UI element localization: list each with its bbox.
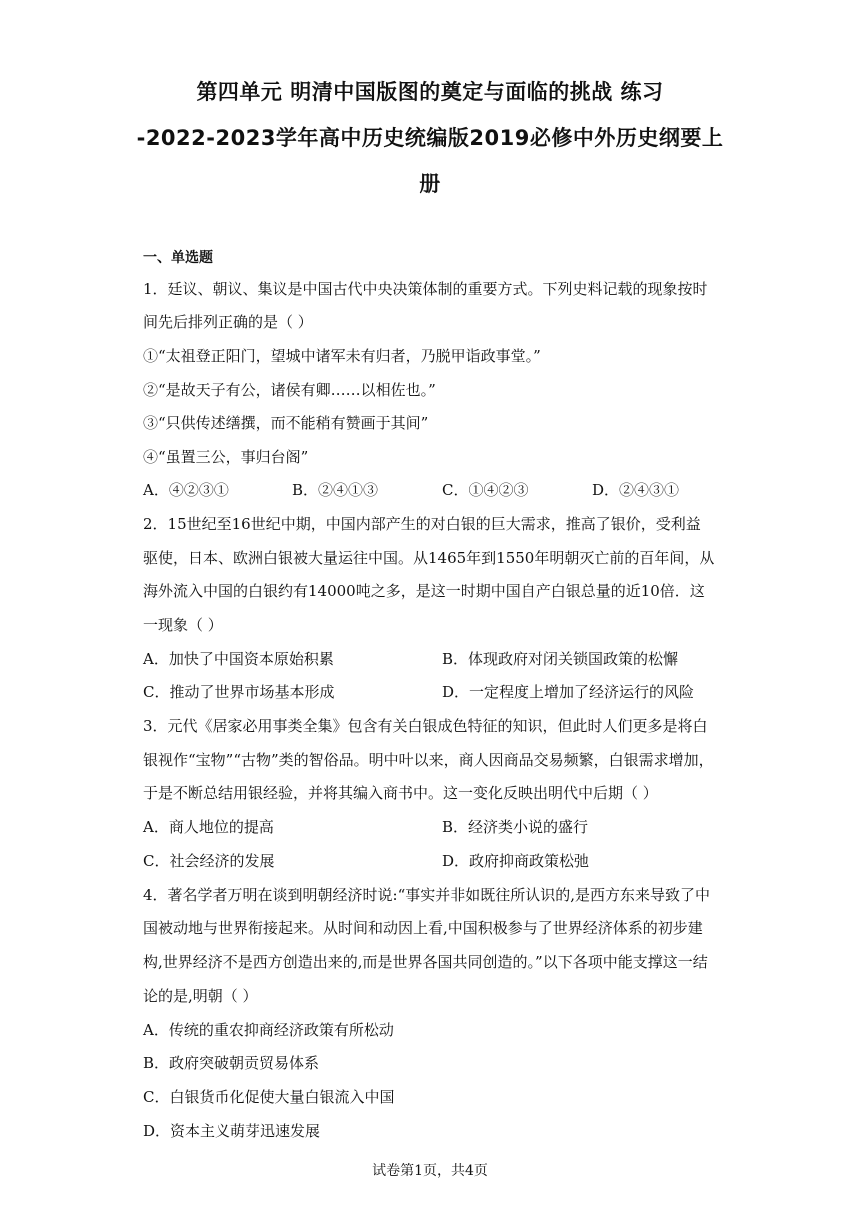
- question-text-line: 1．廷议、朝议、集议是中国古代中央决策体制的重要方式。下列史料记载的现象按时: [143, 280, 708, 298]
- option-b: B．经济类小说的盛行: [442, 818, 589, 836]
- question-text-line: 间先后排列正确的是（ ）: [143, 313, 313, 331]
- option-a: A．商人地位的提高: [143, 818, 274, 836]
- option-d: D．政府抑商政策松弛: [442, 852, 590, 870]
- option-b: B．体现政府对闭关锁国政策的松懈: [442, 650, 679, 668]
- question-text-line: 银视作“宝物”“古物”类的智俗品。明中叶以来，商人因商品交易频繁，白银需求增加，: [143, 751, 714, 769]
- source-quote: ④“虽置三公，事归台阁”: [143, 448, 309, 466]
- source-quote: ②“是故天子有公，诸侯有卿……以相佐也。”: [143, 381, 436, 399]
- question-text-line: 3．元代《居家必用事类全集》包含有关白银成色特征的知识，但此时人们更多是将白: [143, 717, 708, 735]
- option-c: C．白银货币化促使大量白银流入中国: [143, 1088, 395, 1106]
- page-footer: 试卷第1页，共4页: [372, 1163, 488, 1179]
- option-a: A．④②③①: [143, 481, 229, 499]
- title-line-2: -2022-2023学年高中历史统编版2019必修中外历史纲要上: [136, 126, 724, 150]
- option-b: B．政府突破朝贡贸易体系: [143, 1054, 320, 1072]
- option-a: A．加快了中国资本原始积累: [143, 650, 334, 668]
- option-a: A．传统的重农抑商经济政策有所松动: [143, 1021, 394, 1039]
- option-c: C．推动了世界市场基本形成: [143, 683, 335, 701]
- question-text-line: 构,世界经济不是西方创造出来的,而是世界各国共同创造的。”以下各项中能支撑这一结: [143, 953, 708, 971]
- question-text-line: 驱使，日本、欧洲白银被大量运往中国。从1465年到1550年明朝灭亡前的百年间，从: [143, 549, 715, 567]
- section-heading: 一、单选题: [143, 250, 213, 266]
- title-line-1: 第四单元 明清中国版图的奠定与面临的挑战 练习: [196, 80, 664, 104]
- question-text-line: 国被动地与世界衔接起来。从时间和动因上看,中国积极参与了世界经济体系的初步建: [143, 919, 703, 937]
- question-text-line: 2．15世纪至16世纪中期，中国内部产生的对白银的巨大需求，推高了银价，受利益: [143, 515, 701, 533]
- option-b: B．②④①③: [292, 481, 379, 499]
- question-text-line: 海外流入中国的白银约有14000吨之多，是这一时期中国自产白银总量的近10倍．这: [143, 582, 705, 600]
- question-text-line: 4．著名学者万明在谈到明朝经济时说:“事实并非如既往所认识的,是西方东来导致了中: [143, 886, 711, 904]
- option-d: D．②④③①: [592, 481, 680, 499]
- option-c: C．社会经济的发展: [143, 852, 275, 870]
- question-text-line: 一现象（ ）: [143, 616, 223, 634]
- question-text-line: 论的是,明朝（ ）: [143, 987, 258, 1005]
- question-text-line: 于是不断总结用银经验，并将其编入商书中。这一变化反映出明代中后期（ ）: [143, 784, 658, 802]
- option-c: C．①④②③: [442, 481, 529, 499]
- source-quote: ③“只供传述缮撰，而不能稍有赞画于其间”: [143, 414, 429, 432]
- option-d: D．资本主义萌芽迅速发展: [143, 1122, 321, 1140]
- option-d: D．一定程度上增加了经济运行的风险: [442, 683, 695, 701]
- title-line-3: 册: [419, 172, 441, 196]
- source-quote: ①“太祖登正阳门，望城中诸军未有归者，乃脱甲诣政事堂。”: [143, 347, 541, 365]
